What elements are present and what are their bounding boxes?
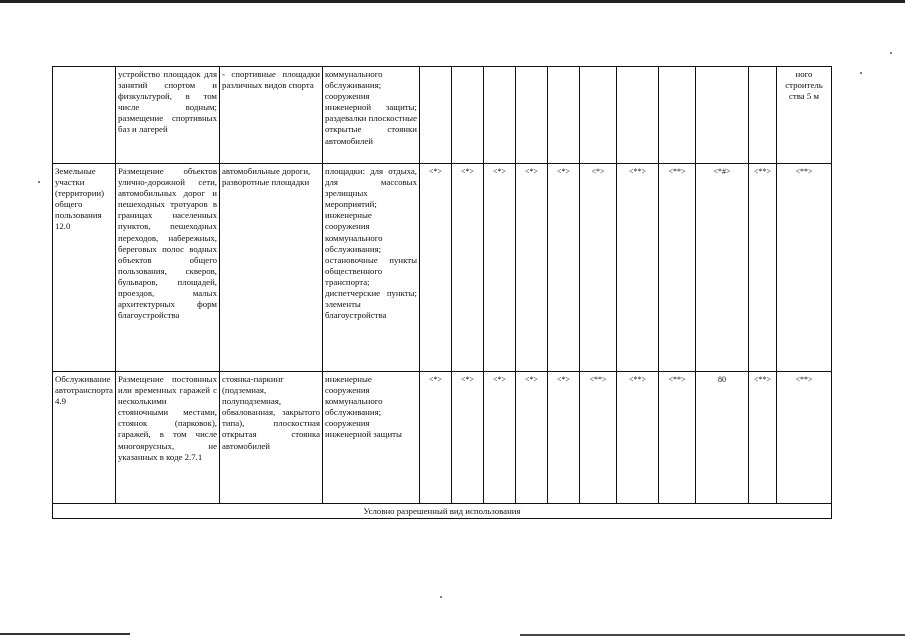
param-cell — [749, 67, 777, 164]
main-objects-cell: - спортивные площадки различных видов спорта — [220, 67, 323, 164]
param-cell — [580, 67, 617, 164]
param-cell: 80 — [696, 372, 749, 504]
param-cell: <**> — [617, 372, 659, 504]
table-footer-row — [53, 504, 832, 519]
top-border-line — [0, 0, 905, 3]
param-cell: <*> — [420, 372, 452, 504]
table-row — [53, 67, 832, 164]
use-name-cell: Земельные участки (территории) общего пользования 12.0 — [53, 164, 116, 372]
param-cell — [617, 67, 659, 164]
bottom-edge-line — [0, 633, 130, 635]
auxiliary-objects-cell: инженерные сооружения коммунального обслуживания; сооружения инженерной защиты — [323, 372, 420, 504]
param-cell: <*#> — [696, 164, 749, 372]
param-cell: <*> — [516, 164, 548, 372]
bottom-edge-line — [520, 634, 905, 636]
scan-speck — [860, 72, 862, 74]
height-limit-cell: <**> — [777, 372, 832, 504]
param-cell — [516, 67, 548, 164]
conditional-use-caption: Условно разрешенный вид использования — [53, 504, 832, 519]
scan-speck — [38, 181, 40, 183]
main-objects-cell: автомобильные дороги, разворотные площадки — [220, 164, 323, 372]
param-cell: <*> — [452, 164, 484, 372]
param-cell: <*> — [484, 164, 516, 372]
param-cell — [484, 67, 516, 164]
land-use-table — [52, 66, 832, 519]
param-cell: <**> — [580, 372, 617, 504]
param-cell: <**> — [749, 372, 777, 504]
auxiliary-objects-cell: коммунального обслуживания; сооружения инженерной защиты; раздевалки плоскостные открытые стоянки автомобилей — [323, 67, 420, 164]
use-description-cell: устройство площадок для занятий спортом и физкультурой, в том числе водным; размещение спортивных баз и лагерей — [116, 67, 220, 164]
param-cell — [696, 67, 749, 164]
use-name-cell: Обслуживание автотранспорта 4.9 — [53, 372, 116, 504]
auxiliary-objects-cell: площадки: для отдыха, для массовых зрелищных мероприятий; инженерные сооружения коммунального обслуживания; остановочные пункты общественного транспорта; диспетчерские пункты; элементы благоустройства — [323, 164, 420, 372]
param-cell — [548, 67, 580, 164]
param-cell — [452, 67, 484, 164]
main-objects-cell: стоянка-паркинг (подземная, полуподземная, обвалованная, закрытого типа), плоскостная открытая стоянка автомобилей — [220, 372, 323, 504]
use-description-cell: Размещение постоянных или временных гаражей с несколькими стояночными местами, стоянок (парковок), гаражей, в том числе многоярусных, не указанных в коде 2.7.1 — [116, 372, 220, 504]
use-description-cell: Размещение объектов улично-дорожной сети, автомобильных дорог и пешеходных тротуаров в границах населенных пунктов, пешеходных переходов, набережных, береговых полос водных объектов общего пользования, скверов, бульваров, площадей, проездов, малых архитектурных форм благоустройства — [116, 164, 220, 372]
param-cell: <*> — [548, 164, 580, 372]
table-row — [53, 372, 832, 504]
param-cell: <*> — [516, 372, 548, 504]
param-cell: <*> — [484, 372, 516, 504]
param-cell: <**> — [617, 164, 659, 372]
param-cell: <*> — [548, 372, 580, 504]
param-cell: <*> — [452, 372, 484, 504]
param-cell — [420, 67, 452, 164]
param-cell — [659, 67, 696, 164]
scan-speck — [440, 596, 442, 598]
param-cell: <*> — [580, 164, 617, 372]
use-name-cell — [53, 67, 116, 164]
height-limit-cell: <**> — [777, 164, 832, 372]
scan-speck — [890, 52, 892, 54]
table-row — [53, 164, 832, 372]
param-cell: <**> — [749, 164, 777, 372]
height-limit-cell: ного строитель ства 5 м — [777, 67, 832, 164]
param-cell: <**> — [659, 372, 696, 504]
param-cell: <*> — [420, 164, 452, 372]
param-cell: <**> — [659, 164, 696, 372]
